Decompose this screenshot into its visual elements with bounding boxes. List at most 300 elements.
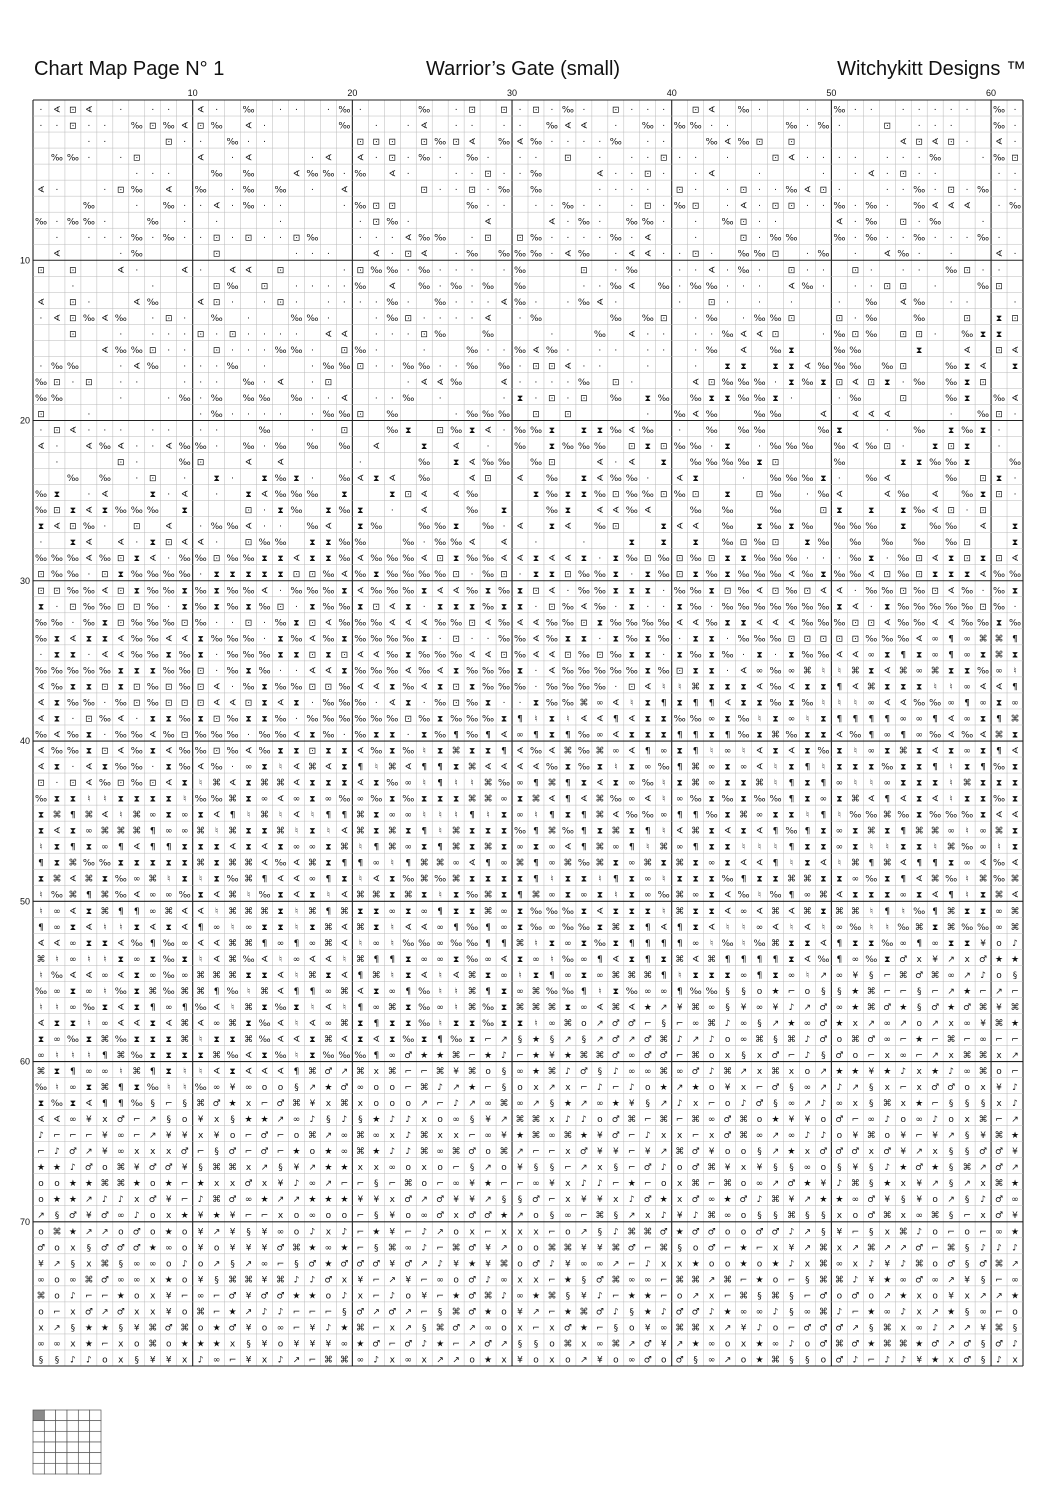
page-map-cell xyxy=(33,1463,44,1474)
stitch-symbol: ¶ xyxy=(900,650,906,660)
stitch-symbol: ‰ xyxy=(386,586,398,596)
stitch-symbol: ♮ xyxy=(247,987,250,997)
stitch-symbol: ⧗ xyxy=(581,474,587,484)
stitch-symbol: ⌘ xyxy=(531,1115,540,1125)
stitch-symbol: ∞ xyxy=(708,779,716,789)
stitch-symbol: ⊡ xyxy=(468,618,476,628)
stitch-symbol: ⌘ xyxy=(659,1243,668,1253)
stitch-symbol: ¥ xyxy=(597,1131,603,1141)
stitch-symbol: ‰ xyxy=(482,282,494,292)
stitch-symbol: ‰ xyxy=(626,554,638,564)
stitch-symbol: ♂ xyxy=(963,1339,971,1349)
stitch-symbol: ⊡ xyxy=(660,490,668,500)
stitch-symbol: ⌘ xyxy=(851,859,860,869)
stitch-symbol: ⌘ xyxy=(180,1035,189,1045)
stitch-symbol: ⧗ xyxy=(325,779,331,789)
stitch-symbol: · xyxy=(694,362,697,372)
stitch-symbol: ¶ xyxy=(310,987,316,997)
stitch-symbol: ♂ xyxy=(915,1275,923,1285)
stitch-symbol: ♪ xyxy=(916,1227,922,1237)
stitch-symbol: ⧗ xyxy=(182,875,188,885)
stitch-symbol: · xyxy=(886,554,889,564)
stitch-symbol: ⊡ xyxy=(117,186,125,196)
stitch-symbol: ‰ xyxy=(913,234,925,244)
stitch-symbol: ⊡ xyxy=(788,266,796,276)
page-map-cell xyxy=(33,1431,44,1442)
stitch-symbol: ⌘ xyxy=(691,1051,700,1061)
stitch-symbol: ⌘ xyxy=(883,1099,892,1109)
stitch-symbol: ♮ xyxy=(966,827,969,837)
stitch-symbol: ⧗ xyxy=(421,843,427,853)
stitch-symbol: ⧗ xyxy=(182,843,188,853)
stitch-symbol: ∞ xyxy=(69,955,77,965)
stitch-symbol: · xyxy=(918,170,921,180)
stitch-symbol: ★ xyxy=(1011,1131,1019,1141)
stitch-symbol: § xyxy=(151,1099,156,1109)
stitch-symbol: ⊡ xyxy=(500,570,508,580)
stitch-symbol: ‰ xyxy=(274,1051,286,1061)
stitch-symbol: x xyxy=(565,1147,571,1157)
stitch-symbol: ‰ xyxy=(929,154,941,164)
stitch-symbol: ⌘ xyxy=(611,1339,620,1349)
stitch-symbol: ⧗ xyxy=(772,971,778,981)
stitch-symbol: · xyxy=(582,282,585,292)
stitch-symbol: ♂ xyxy=(404,1259,412,1269)
stitch-symbol: ⌘ xyxy=(420,1083,429,1093)
stitch-symbol: ‰ xyxy=(626,218,638,228)
stitch-symbol: ⧗ xyxy=(469,843,475,853)
stitch-symbol: ⧗ xyxy=(996,779,1002,789)
stitch-symbol: o xyxy=(54,1243,60,1253)
stitch-symbol: x xyxy=(645,1211,651,1221)
stitch-symbol: ¶ xyxy=(565,779,571,789)
stitch-symbol: ⧗ xyxy=(182,779,188,789)
stitch-symbol: ∢ xyxy=(373,682,381,692)
stitch-symbol: ⧗ xyxy=(980,907,986,917)
stitch-symbol: ∢ xyxy=(852,650,860,660)
stitch-symbol: ‰ xyxy=(258,394,270,404)
stitch-symbol: ¥ xyxy=(517,1163,523,1173)
stitch-symbol: · xyxy=(726,202,729,212)
stitch-symbol: ⧗ xyxy=(724,843,730,853)
stitch-symbol: ♮ xyxy=(247,811,250,821)
stitch-symbol: ♂ xyxy=(963,1355,971,1365)
stitch-symbol: ‰ xyxy=(913,426,925,436)
stitch-symbol: ↗ xyxy=(820,1067,828,1077)
stitch-symbol: ‰ xyxy=(722,458,734,468)
stitch-symbol: · xyxy=(40,314,43,324)
stitch-symbol: · xyxy=(566,138,569,148)
stitch-symbol: ⌐ xyxy=(85,1131,93,1141)
stitch-symbol: ⧗ xyxy=(150,795,156,805)
stitch-symbol: ⌘ xyxy=(1011,1003,1020,1013)
stitch-symbol: ⧗ xyxy=(245,1019,251,1029)
stitch-symbol: § xyxy=(741,1051,746,1061)
stitch-symbol: ♪ xyxy=(996,1355,1002,1365)
stitch-symbol: ⊡ xyxy=(915,570,923,580)
stitch-symbol: ⊡ xyxy=(947,186,955,196)
stitch-symbol: ⧗ xyxy=(182,506,188,516)
stitch-symbol: · xyxy=(71,714,74,724)
stitch-symbol: ⧗ xyxy=(916,458,922,468)
stitch-symbol: ‰ xyxy=(706,346,718,356)
stitch-symbol: ‰ xyxy=(785,554,797,564)
stitch-symbol: ⊡ xyxy=(133,522,141,532)
stitch-symbol: · xyxy=(646,474,649,484)
stitch-symbol: ‰ xyxy=(753,314,765,324)
stitch-symbol: ‰ xyxy=(35,730,47,740)
stitch-symbol: x xyxy=(374,1163,380,1173)
stitch-symbol: ‰ xyxy=(801,442,813,452)
stitch-symbol: ‰ xyxy=(578,570,590,580)
stitch-symbol: ♮ xyxy=(566,714,569,724)
stitch-symbol: ¥ xyxy=(485,1259,491,1269)
stitch-symbol: ♮ xyxy=(774,763,777,773)
stitch-symbol: § xyxy=(566,1291,571,1301)
stitch-symbol: · xyxy=(678,154,681,164)
stitch-symbol: ⊡ xyxy=(692,105,700,115)
stitch-symbol: ♂ xyxy=(628,1019,636,1029)
stitch-symbol: ⌘ xyxy=(452,827,461,837)
stitch-symbol: ⊡ xyxy=(740,234,748,244)
stitch-symbol: ‰ xyxy=(658,634,670,644)
stitch-symbol: x xyxy=(134,1307,140,1317)
stitch-symbol: ‰ xyxy=(849,362,861,372)
stitch-symbol: ⧗ xyxy=(868,763,874,773)
stitch-symbol: ‰ xyxy=(546,698,558,708)
stitch-symbol: ⧗ xyxy=(565,490,571,500)
stitch-symbol: ∢ xyxy=(229,843,237,853)
stitch-symbol: ♂ xyxy=(724,1131,732,1141)
stitch-symbol: ¥ xyxy=(741,1003,747,1013)
stitch-symbol: · xyxy=(151,330,154,340)
stitch-symbol: ‰ xyxy=(227,714,239,724)
stitch-symbol: § xyxy=(198,1163,203,1173)
stitch-symbol: ⌘ xyxy=(452,1307,461,1317)
stitch-symbol: ♂ xyxy=(835,1323,843,1333)
stitch-symbol: ⌘ xyxy=(196,1099,205,1109)
stitch-symbol: o xyxy=(1012,1307,1018,1317)
stitch-symbol: x xyxy=(980,1179,986,1189)
stitch-symbol: ∞ xyxy=(293,843,301,853)
stitch-symbol: ‰ xyxy=(243,394,255,404)
stitch-symbol: ♂ xyxy=(133,1227,141,1237)
stitch-symbol: ¥ xyxy=(294,1339,300,1349)
stitch-symbol: o xyxy=(517,1083,523,1093)
stitch-symbol: ⌘ xyxy=(899,971,908,981)
stitch-symbol: · xyxy=(199,138,202,148)
stitch-symbol: ¶ xyxy=(581,987,587,997)
stitch-symbol: ¥ xyxy=(246,1355,252,1365)
stitch-symbol: ∢ xyxy=(788,682,796,692)
stitch-symbol: · xyxy=(87,298,90,308)
stitch-symbol: ⊡ xyxy=(85,378,93,388)
stitch-symbol: ♮ xyxy=(199,955,202,965)
stitch-symbol: ‰ xyxy=(243,586,255,596)
stitch-symbol: ∢ xyxy=(277,795,285,805)
stitch-symbol: § xyxy=(278,1163,283,1173)
stitch-symbol: ¶ xyxy=(342,859,348,869)
stitch-symbol: ¥ xyxy=(852,1131,858,1141)
stitch-symbol: ∞ xyxy=(596,730,604,740)
stitch-symbol: ⧗ xyxy=(197,811,203,821)
stitch-symbol: ⌘ xyxy=(356,955,365,965)
stitch-symbol: ∞ xyxy=(804,1307,812,1317)
stitch-symbol: ‰ xyxy=(386,314,398,324)
stitch-symbol: · xyxy=(407,154,410,164)
stitch-symbol: ∞ xyxy=(436,1003,444,1013)
stitch-symbol: ⌘ xyxy=(659,843,668,853)
stitch-symbol: ★ xyxy=(883,1275,891,1285)
stitch-symbol: · xyxy=(902,105,905,115)
stitch-symbol: ♪ xyxy=(789,1339,795,1349)
stitch-symbol: · xyxy=(263,298,266,308)
stitch-symbol: ♪ xyxy=(198,1195,204,1205)
stitch-symbol: ‰ xyxy=(386,714,398,724)
stitch-symbol: ‰ xyxy=(274,859,286,869)
stitch-symbol: ⊡ xyxy=(836,314,844,324)
stitch-symbol: · xyxy=(167,346,170,356)
stitch-symbol: ¶ xyxy=(837,714,843,724)
stitch-symbol: ⧗ xyxy=(197,650,203,660)
stitch-symbol: ♮ xyxy=(391,939,394,949)
stitch-symbol: o xyxy=(709,1083,715,1093)
stitch-symbol: ∞ xyxy=(213,1019,221,1029)
stitch-symbol: ⧗ xyxy=(948,426,954,436)
stitch-symbol: ¶ xyxy=(485,730,491,740)
stitch-symbol: ★ xyxy=(197,1339,205,1349)
stitch-symbol: ⧗ xyxy=(118,795,124,805)
stitch-symbol: ♂ xyxy=(564,1323,572,1333)
stitch-symbol: ∢ xyxy=(117,714,125,724)
stitch-symbol: ¶ xyxy=(357,971,363,981)
stitch-symbol: ‰ xyxy=(450,378,462,388)
stitch-symbol: ‰ xyxy=(354,538,366,548)
stitch-symbol: · xyxy=(423,538,426,548)
stitch-symbol: ∢ xyxy=(245,1067,253,1077)
stitch-symbol: ♪ xyxy=(437,1259,443,1269)
stitch-symbol: ¶ xyxy=(102,1099,108,1109)
stitch-symbol: · xyxy=(630,105,633,115)
stitch-symbol: ‰ xyxy=(849,394,861,404)
stitch-symbol: ↗ xyxy=(628,1035,636,1045)
stitch-symbol: ⊡ xyxy=(117,554,125,564)
stitch-symbol: ⧗ xyxy=(134,1003,140,1013)
stitch-symbol: ‰ xyxy=(290,490,302,500)
stitch-symbol: ★ xyxy=(771,987,779,997)
stitch-symbol: ⧗ xyxy=(804,859,810,869)
stitch-symbol: · xyxy=(40,122,43,132)
stitch-symbol: ‰ xyxy=(322,170,334,180)
stitch-symbol: ∢ xyxy=(277,1035,285,1045)
stitch-symbol: ⌘ xyxy=(675,859,684,869)
stitch-symbol: ⊡ xyxy=(772,154,780,164)
stitch-symbol: ★ xyxy=(787,1019,795,1029)
stitch-symbol: ♂ xyxy=(436,1211,444,1221)
stitch-symbol: ∞ xyxy=(628,779,636,789)
stitch-symbol: ∞ xyxy=(596,698,604,708)
stitch-symbol: · xyxy=(614,122,617,132)
stitch-symbol: ⌘ xyxy=(835,1275,844,1285)
stitch-symbol: · xyxy=(263,522,266,532)
stitch-symbol: ‰ xyxy=(578,586,590,596)
stitch-symbol: ⊡ xyxy=(325,378,333,388)
stitch-symbol: ‰ xyxy=(690,442,702,452)
stitch-symbol: ‰ xyxy=(785,602,797,612)
stitch-symbol: ⌐ xyxy=(1011,1067,1019,1077)
stitch-symbol: ⧗ xyxy=(182,955,188,965)
stitch-symbol: ⊡ xyxy=(69,602,77,612)
stitch-symbol: ‰ xyxy=(498,138,510,148)
stitch-symbol: ⧗ xyxy=(900,458,906,468)
stitch-symbol: · xyxy=(598,282,601,292)
stitch-symbol: ‰ xyxy=(562,442,574,452)
stitch-symbol: ∢ xyxy=(580,122,588,132)
stitch-symbol: ⊡ xyxy=(884,122,892,132)
stitch-symbol: ⌐ xyxy=(500,1179,508,1189)
stitch-symbol: ⧗ xyxy=(405,1003,411,1013)
stitch-symbol: ∢ xyxy=(548,666,556,676)
stitch-symbol: ‰ xyxy=(706,458,718,468)
stitch-symbol: ⊡ xyxy=(309,570,317,580)
stitch-symbol: ∞ xyxy=(420,955,428,965)
stitch-symbol: ∢ xyxy=(500,554,508,564)
stitch-symbol: ∢ xyxy=(979,362,987,372)
stitch-symbol: ♂ xyxy=(340,1083,348,1093)
stitch-symbol: ♮ xyxy=(662,682,665,692)
stitch-symbol: · xyxy=(758,186,761,196)
stitch-symbol: ∢ xyxy=(277,1019,285,1029)
stitch-symbol: ∢ xyxy=(596,907,604,917)
stitch-symbol: ‰ xyxy=(897,250,909,260)
stitch-symbol: ⊡ xyxy=(756,490,764,500)
stitch-symbol: ∞ xyxy=(692,1019,700,1029)
stitch-symbol: § xyxy=(757,1291,762,1301)
stitch-symbol: ⊡ xyxy=(772,458,780,468)
stitch-symbol: ∢ xyxy=(181,490,189,500)
stitch-symbol: ⧗ xyxy=(245,714,251,724)
stitch-symbol: ‰ xyxy=(338,538,350,548)
stitch-symbol: ⧗ xyxy=(469,1035,475,1045)
stitch-symbol: ∢ xyxy=(325,763,333,773)
stitch-symbol: ♪ xyxy=(341,1115,347,1125)
stitch-symbol: ∢ xyxy=(628,747,636,757)
stitch-symbol: · xyxy=(662,250,665,260)
stitch-symbol: ∢ xyxy=(37,698,45,708)
stitch-symbol: ¶ xyxy=(661,971,667,981)
stitch-symbol: ∢ xyxy=(820,586,828,596)
stitch-symbol: § xyxy=(230,1259,235,1269)
stitch-symbol: x xyxy=(741,1163,747,1173)
stitch-symbol: ⧗ xyxy=(150,955,156,965)
stitch-symbol: o xyxy=(437,1115,443,1125)
stitch-symbol: ⧗ xyxy=(405,1019,411,1029)
stitch-symbol: ∢ xyxy=(884,698,892,708)
stitch-symbol: ⌘ xyxy=(132,827,141,837)
stitch-symbol: ∢ xyxy=(580,602,588,612)
stitch-symbol: x xyxy=(725,1051,731,1061)
row-number-label: 30 xyxy=(20,576,30,586)
stitch-symbol: ⧗ xyxy=(293,747,299,757)
stitch-symbol: § xyxy=(917,1003,922,1013)
stitch-symbol: ♂ xyxy=(963,1003,971,1013)
stitch-symbol: ↗ xyxy=(277,1195,285,1205)
stitch-symbol: ⌐ xyxy=(868,1355,876,1365)
stitch-symbol: · xyxy=(519,570,522,580)
stitch-symbol: · xyxy=(263,442,266,452)
stitch-symbol: ♂ xyxy=(484,1339,492,1349)
stitch-symbol: · xyxy=(279,105,282,115)
stitch-symbol: ‰ xyxy=(913,202,925,212)
page-map-cell xyxy=(90,1410,101,1421)
stitch-symbol: x xyxy=(533,1083,539,1093)
stitch-symbol: ∢ xyxy=(85,442,93,452)
stitch-symbol: ‰ xyxy=(195,618,207,628)
stitch-symbol: ♮ xyxy=(119,923,122,933)
stitch-symbol: ⊡ xyxy=(899,282,907,292)
stitch-symbol: ‰ xyxy=(434,650,446,660)
stitch-symbol: ⧗ xyxy=(868,554,874,564)
stitch-symbol: ∞ xyxy=(101,1067,109,1077)
stitch-symbol: ¥ xyxy=(852,1163,858,1173)
stitch-symbol: ⌐ xyxy=(548,1275,556,1285)
stitch-symbol: ⊡ xyxy=(37,586,45,596)
stitch-symbol: ⌐ xyxy=(644,1179,652,1189)
stitch-symbol: · xyxy=(726,282,729,292)
stitch-symbol: · xyxy=(183,314,186,324)
stitch-symbol: · xyxy=(566,298,569,308)
stitch-symbol: ⧗ xyxy=(309,1035,315,1045)
row-number-label: 10 xyxy=(20,255,30,265)
stitch-symbol: · xyxy=(646,362,649,372)
stitch-symbol: ∢ xyxy=(37,747,45,757)
stitch-symbol: x xyxy=(773,1243,779,1253)
stitch-symbol: ¶ xyxy=(597,955,603,965)
stitch-symbol: ⧗ xyxy=(469,602,475,612)
stitch-symbol: ‰ xyxy=(67,1035,79,1045)
stitch-symbol: ∢ xyxy=(341,394,349,404)
stitch-symbol: ★ xyxy=(500,1211,508,1221)
stitch-symbol: ∢ xyxy=(788,907,796,917)
stitch-symbol: ♮ xyxy=(39,971,42,981)
stitch-symbol: ‰ xyxy=(450,426,462,436)
stitch-symbol: ∢ xyxy=(612,698,620,708)
stitch-symbol: ♂ xyxy=(612,1115,620,1125)
stitch-symbol: ★ xyxy=(995,955,1003,965)
stitch-symbol: ∢ xyxy=(341,1035,349,1045)
stitch-symbol: ↗ xyxy=(85,1227,93,1237)
stitch-symbol: ⧗ xyxy=(150,666,156,676)
stitch-symbol: ⧗ xyxy=(549,730,555,740)
stitch-symbol: ¥ xyxy=(964,1275,970,1285)
stitch-symbol: · xyxy=(535,602,538,612)
stitch-symbol: ¶ xyxy=(118,1099,124,1109)
stitch-symbol: ∢ xyxy=(357,987,365,997)
stitch-symbol: ⌘ xyxy=(643,859,652,869)
stitch-symbol: ¥ xyxy=(948,1291,954,1301)
stitch-symbol: ↗ xyxy=(963,1179,971,1189)
stitch-symbol: ♮ xyxy=(598,987,601,997)
stitch-symbol: ♮ xyxy=(199,1067,202,1077)
stitch-symbol: ⧗ xyxy=(788,346,794,356)
page-map-cell xyxy=(56,1431,67,1442)
stitch-symbol: ∢ xyxy=(373,1035,381,1045)
stitch-symbol: · xyxy=(582,538,585,548)
stitch-symbol: ⧗ xyxy=(134,795,140,805)
stitch-symbol: ∢ xyxy=(245,1051,253,1061)
stitch-symbol: · xyxy=(1014,298,1017,308)
stitch-symbol: ↗ xyxy=(580,1099,588,1109)
